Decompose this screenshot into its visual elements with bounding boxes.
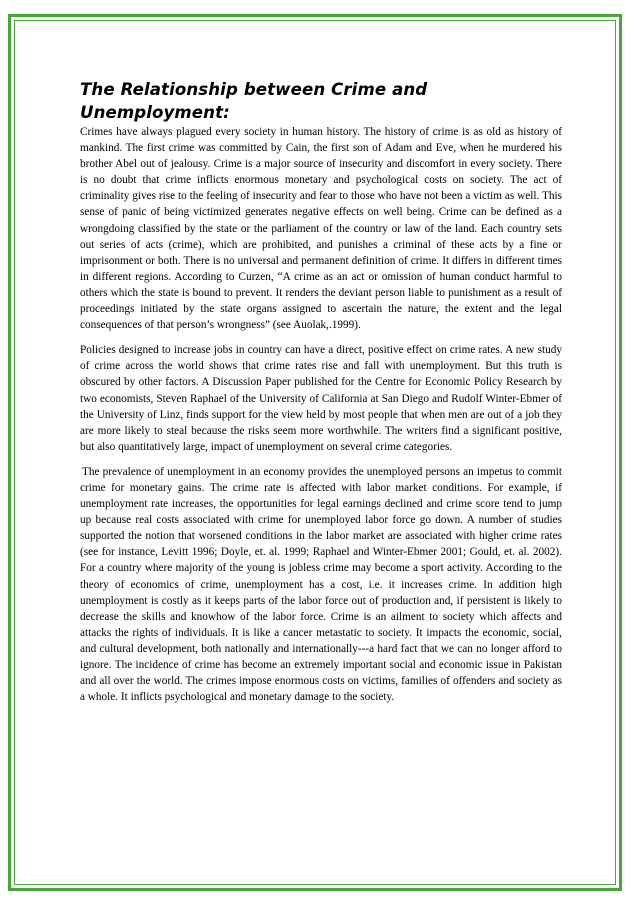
document-title: The Relationship between Crime and Unemployment: — [80, 80, 428, 122]
paragraph-jobs-policy: Policies designed to increase jobs in country can have a direct, positive effect on crime rates. A new study of crime across the world shows that crime rates rise and fall with unemployment. But this truth is obscured by other factors. A Discussion Paper published for the Centre for Economic Policy Research by two economists, Steven Raphael of the University of California at San Diego and Rudolf Winter-Ebmer of the University of Linz, finds support for the view held by most people that when men are out of a job they are more likely to steal because the risks seem more worthwhile. The writers find a significant positive, but also quantitatively large, impact of unemployment on several crime categories. — [80, 344, 562, 453]
paragraph-crime-history: Crimes have always plagued every society in human history. The history of crime is as old as history of mankind. The first crime was committed by Cain, the first son of Adam and Eve, when he murdered his brother Abel out of jealousy. Crime is a major source of insecurity and discomfort in every society. There is no doubt that crime inflicts enormous monetary and psychological costs on society. The act of criminality gives rise to the feeling of insecurity and fear to those who have not been a victim as well. This sense of panic of being victimized generates negative effects on well being. Crime can be defined as a wrongdoing classified by the state or the parliament of the country or law of the land. Each country sets out series of acts (crime), which are prohibited, and punishes a criminal of these acts by a fine or imprisonment or both. There is no universal and permanent definition of crime. It differs in different times in different regions. According to Curzen, “A crime as an act or omission of human conduct harmful to others which the state is bound to prevent. It renders the deviant person liable to punishment as a result of proceedings initiated by the state organs assigned to ascertain the nature, the extent and the legal consequences of that person’s wrongness” (see Auolak,.1999). — [80, 126, 562, 332]
paragraph-unemployment-impetus: The prevalence of unemployment in an economy provides the unemployed persons an impetus to commit crime for monetary gains. The crime rate is affected with labor market conditions. For example, if unemployment rate increases, the opportunities for legal earnings declined and crime score tend to jump up because real costs associated with crime for unemployed labor force go down. A number of studies supported the notion that worsened conditions in the labor market are associated with higher crime rates (see for instance, Levitt 1996; Doyle, et. al. 1999; Raphael and Winter-Ebmer 2001; Gould, et. al. 2002). For a country where majority of the young is jobless crime may become a sport activity. According to the theory of economics of crime, unemployment has a cost, i.e. it increases crime. In addition high unemployment is costly as it keeps parts of the labor force out of production and, if persistent is likely to decrease the skills and knowhow of the labor force. Crime is an ailment to society which affects and attacks the rights of individuals. It is like a cancer metastatic to society. It impacts the economic, social, and cultural development, both nationally and internationally---a hard fact that we can no longer afford to ignore. The incidence of crime has become an extremely important social and economic issue in Pakistan and all over the world. The crimes impose enormous costs on victims, families of offenders and society as a whole. It inflicts psychological and monetary damage to the society. — [80, 465, 562, 704]
document-body — [80, 78, 562, 705]
